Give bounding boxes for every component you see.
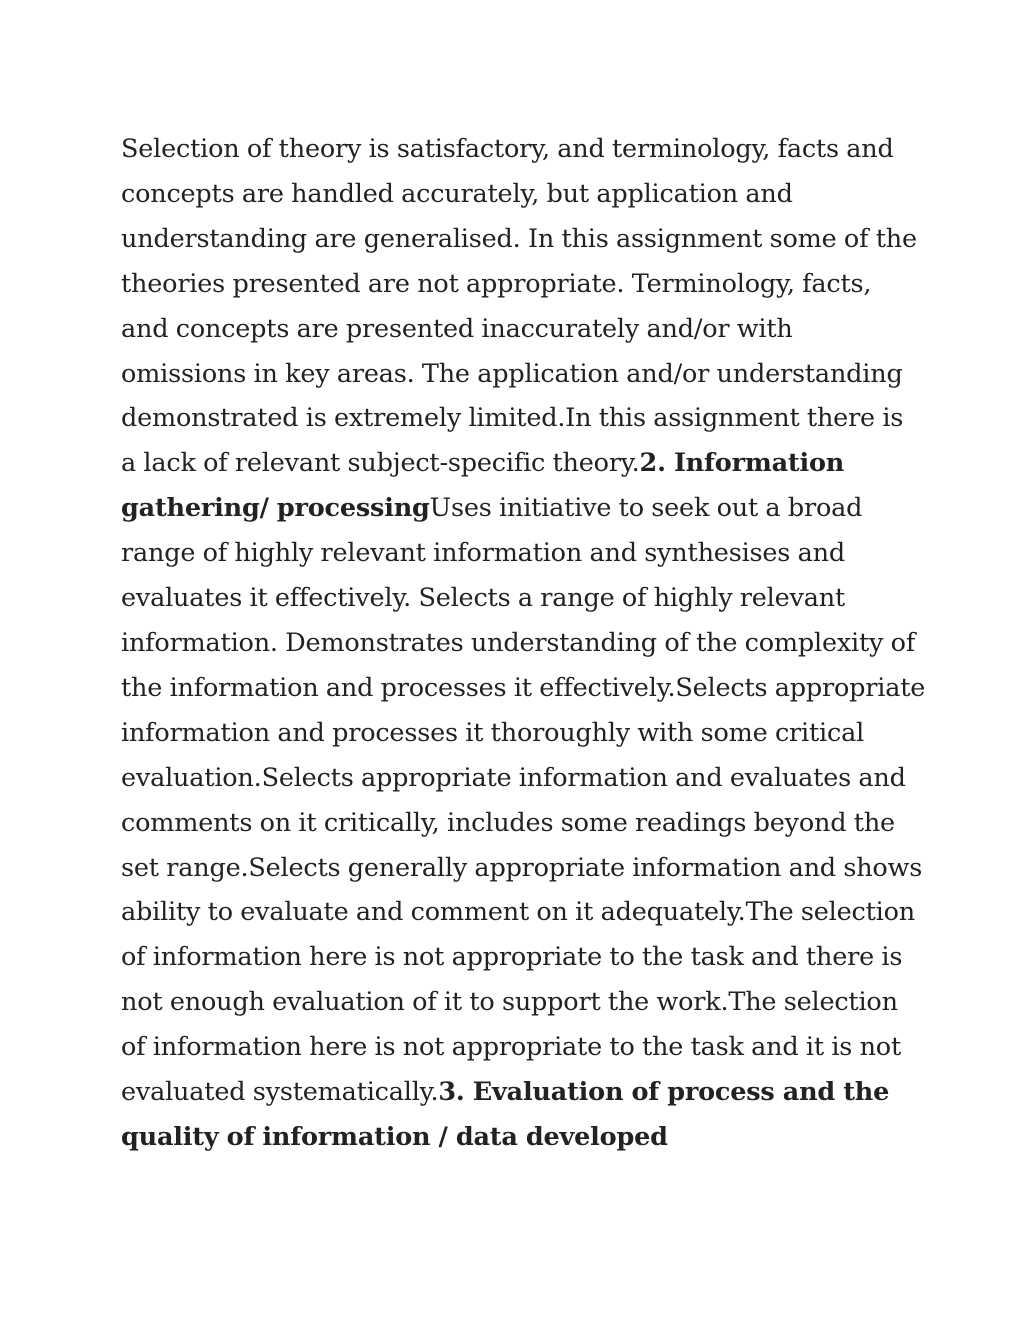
paragraph-text: Selection of theory is satisfactory, and terminology, facts and: [121, 134, 894, 164]
text-line: [121, 666, 926, 711]
paragraph-text: evaluated systematically.: [121, 1077, 439, 1108]
paragraph-text: range of highly relevant information and synthesises and: [121, 538, 845, 569]
text-line: [121, 1115, 921, 1160]
paragraph-text: a lack of relevant subject-specific theory.: [121, 448, 640, 479]
paragraph-text: information. Demonstrates understanding of the complexity of: [121, 627, 916, 658]
body-text: [121, 127, 926, 1160]
paragraph-text: concepts are handled accurately, but application and: [121, 178, 793, 209]
text-line: [121, 756, 921, 801]
text-line: [121, 396, 921, 441]
text-line: [121, 531, 921, 576]
text-line: [121, 172, 921, 217]
section-heading-text: 3. Evaluation of process and the: [438, 1077, 890, 1108]
paragraph-text: demonstrated is extremely limited.In this assignment there is: [121, 403, 904, 434]
paragraph-text: of information here is not appropriate to the task and there is: [121, 942, 903, 973]
text-line: [121, 262, 921, 307]
text-line: [121, 890, 921, 935]
paragraph-text: information and processes it thoroughly with some critical: [121, 717, 865, 748]
paragraph-text: understanding are generalised. In this assignment some of the: [121, 223, 917, 254]
paragraph-text: not enough evaluation of it to support the work.The selection: [121, 987, 898, 1018]
text-line: [121, 980, 921, 1025]
paragraph-text: evaluation.Selects appropriate information and evaluates and: [121, 762, 906, 793]
text-line: [121, 441, 921, 486]
text-line: [121, 1070, 921, 1115]
text-line: [121, 352, 921, 397]
paragraph-text: Uses initiative to seek out a broad: [429, 493, 863, 524]
text-line: [121, 1025, 921, 1070]
text-line: [121, 801, 921, 846]
text-line: [121, 486, 921, 531]
paragraph-text: evaluates it effectively. Selects a range of highly relevant: [121, 583, 846, 614]
text-line: [121, 935, 921, 980]
paragraph-text: theories presented are not appropriate. Terminology, facts,: [121, 268, 872, 299]
text-line: [121, 217, 921, 262]
paragraph-text: of information here is not appropriate to the task and it is not: [121, 1032, 902, 1063]
section-heading-text: gathering/ processing: [121, 493, 430, 524]
text-line: [121, 307, 921, 352]
paragraph-text: comments on it critically, includes some readings beyond the: [121, 807, 895, 838]
text-line: [121, 127, 921, 172]
paragraph-text: the information and processes it effectively.Selects appropriate: [121, 672, 926, 703]
paragraph-text: and concepts are presented inaccurately and/or with: [121, 313, 793, 344]
paragraph-text: ability to evaluate and comment on it adequately.The selection: [121, 897, 915, 928]
text-line: [121, 621, 921, 666]
paragraph-text: set range.Selects generally appropriate information and shows: [121, 852, 923, 883]
text-line: [121, 846, 921, 891]
paragraph-text: omissions in key areas. The application and/or understanding: [121, 358, 903, 389]
section-heading-text: quality of information / data developed: [121, 1121, 668, 1152]
section-heading-text: 2. Information: [639, 448, 845, 479]
text-line: [121, 576, 921, 621]
text-line: [121, 711, 921, 756]
